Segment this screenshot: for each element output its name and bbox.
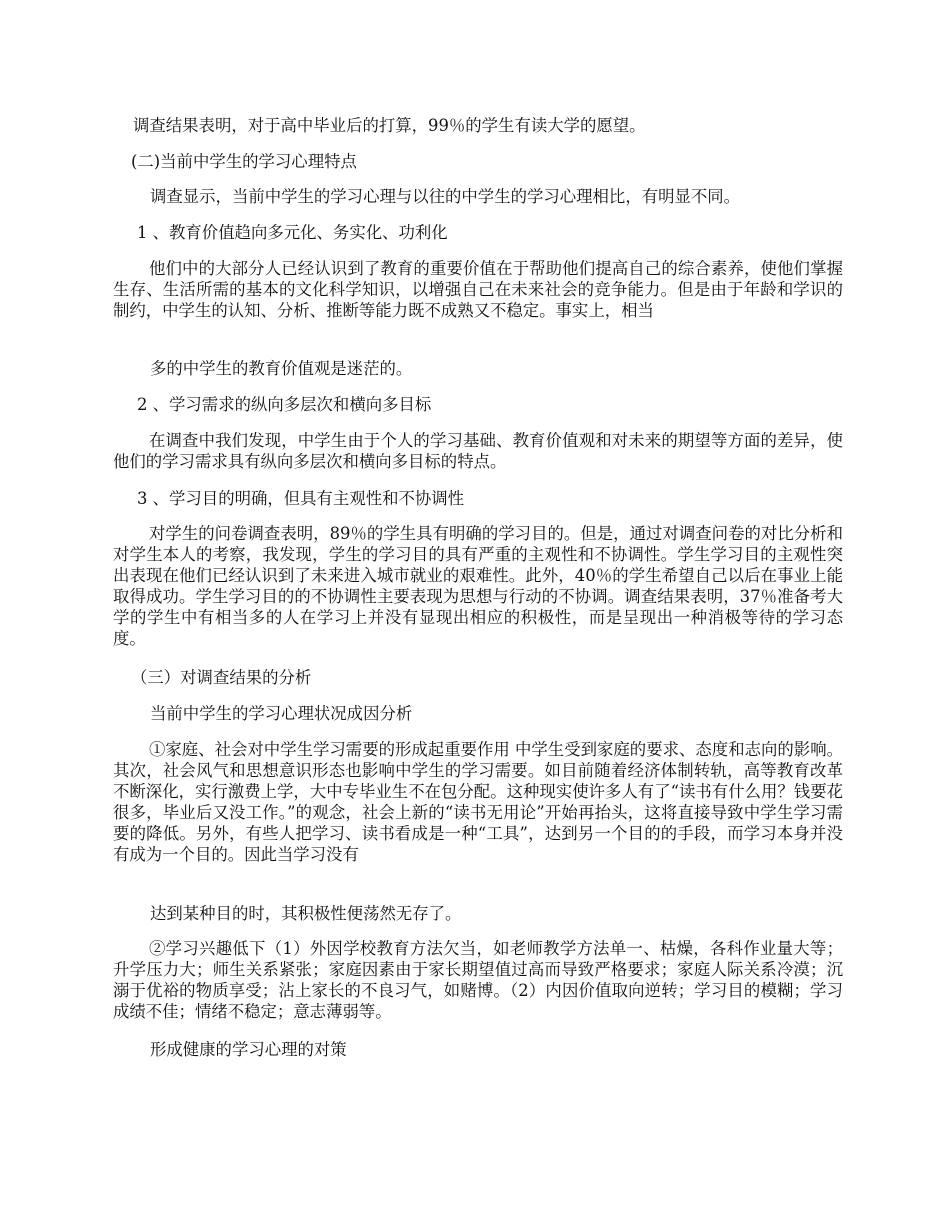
paragraph-family-society: ①家庭、社会对中学生学习需要的形成起重要作用 中学生受到家庭的要求、态度和志向的影响。其次，社会风气和思想意识形态也影响中学生的学习需要。如目前随着经济体制转轨，高等教育改革不断深化，实行激费上学，大中专毕业生不在包分配。这种现实使许多人有了“读书有什么用？钱要花很多，毕业后又没工作。”的观念，社会上新的“读书无用论”开始再抬头，这将直接导致中学生学习需要的降低。另外，有些人把学习、读书看成是一种“工具”，达到另一个目的的手段，而学习本身并没有成为一个目的。因此当学习没有 [113,740,843,864]
paragraph-confused: 多的中学生的教育价值观是迷茫的。 [150,359,413,378]
paragraph-intent-survey: 调查结果表明，对于高中毕业后的打算，99％的学生有读大学的愿望。 [133,116,646,135]
section-heading-3: （三）对调查结果的分析 [131,668,312,687]
subheading-countermeasures: 形成健康的学习心理的对策 [150,1040,347,1059]
subheading-causes: 当前中学生的学习心理状况成因分析 [150,704,413,723]
subheading-1: 1 、教育价值趋向多元化、务实化、功利化 [137,223,448,242]
paragraph-motivation-gone: 达到某种目的时，其积极性便荡然无存了。 [150,904,462,923]
paragraph-education-value: 他们中的大部分人已经认识到了教育的重要价值在于帮助他们提高自己的综合素养，使他们掌握生存、生活所需的基本的文化科学知识，以增强自己在未来社会的竞争能力。但是由于年龄和学识的制约，中学生的认知、分析、推断等能力既不成熟又不稳定。事实上，相当 [113,259,843,320]
subheading-3: 3 、学习目的明确，但具有主观性和不协调性 [137,489,465,508]
paragraph-learning-needs: 在调查中我们发现，中学生由于个人的学习基础、教育价值观和对未来的期望等方面的差异，使他们的学习需求具有纵向多层次和横向多目标的特点。 [113,431,843,471]
paragraph-survey-shows: 调查显示，当前中学生的学习心理与以往的中学生的学习心理相比，有明显不同。 [150,187,741,206]
subheading-2: 2 、学习需求的纵向多层次和横向多目标 [137,395,432,414]
section-heading-2: (二)当前中学生的学习心理特点 [131,152,357,171]
paragraph-low-interest: ②学习兴趣低下（1）外因学校教育方法欠当，如老师教学方法单一、枯燥，各科作业量大等；升学压力大；师生关系紧张；家庭因素由于家长期望值过高而导致严格要求；家庭人际关系冷漠；沉溺于优裕的物质享受；沾上家长的不良习气，如赌博。（2）内因价值取向逆转；学习目的模糊；学习成绩不佳；情绪不稳定；意志薄弱等。 [113,939,843,1021]
paragraph-learning-purpose: 对学生的问卷调查表明，89％的学生具有明确的学习目的。但是，通过对调查问卷的对比分析和对学生本人的考察，我发现，学生的学习目的具有严重的主观性和不协调性。学生学习目的主观性突出表现在他们已经认识到了未来进入城市就业的艰难性。此外，40％的学生希望自己以后在事业上能取得成功。学生学习目的的不协调性主要表现为思想与行动的不协调。调查结果表明，37％准备考大学的学生中有相当多的人在学习上并没有显现出相应的积极性，而是呈现出一种消极等待的学习态度。 [113,524,843,648]
